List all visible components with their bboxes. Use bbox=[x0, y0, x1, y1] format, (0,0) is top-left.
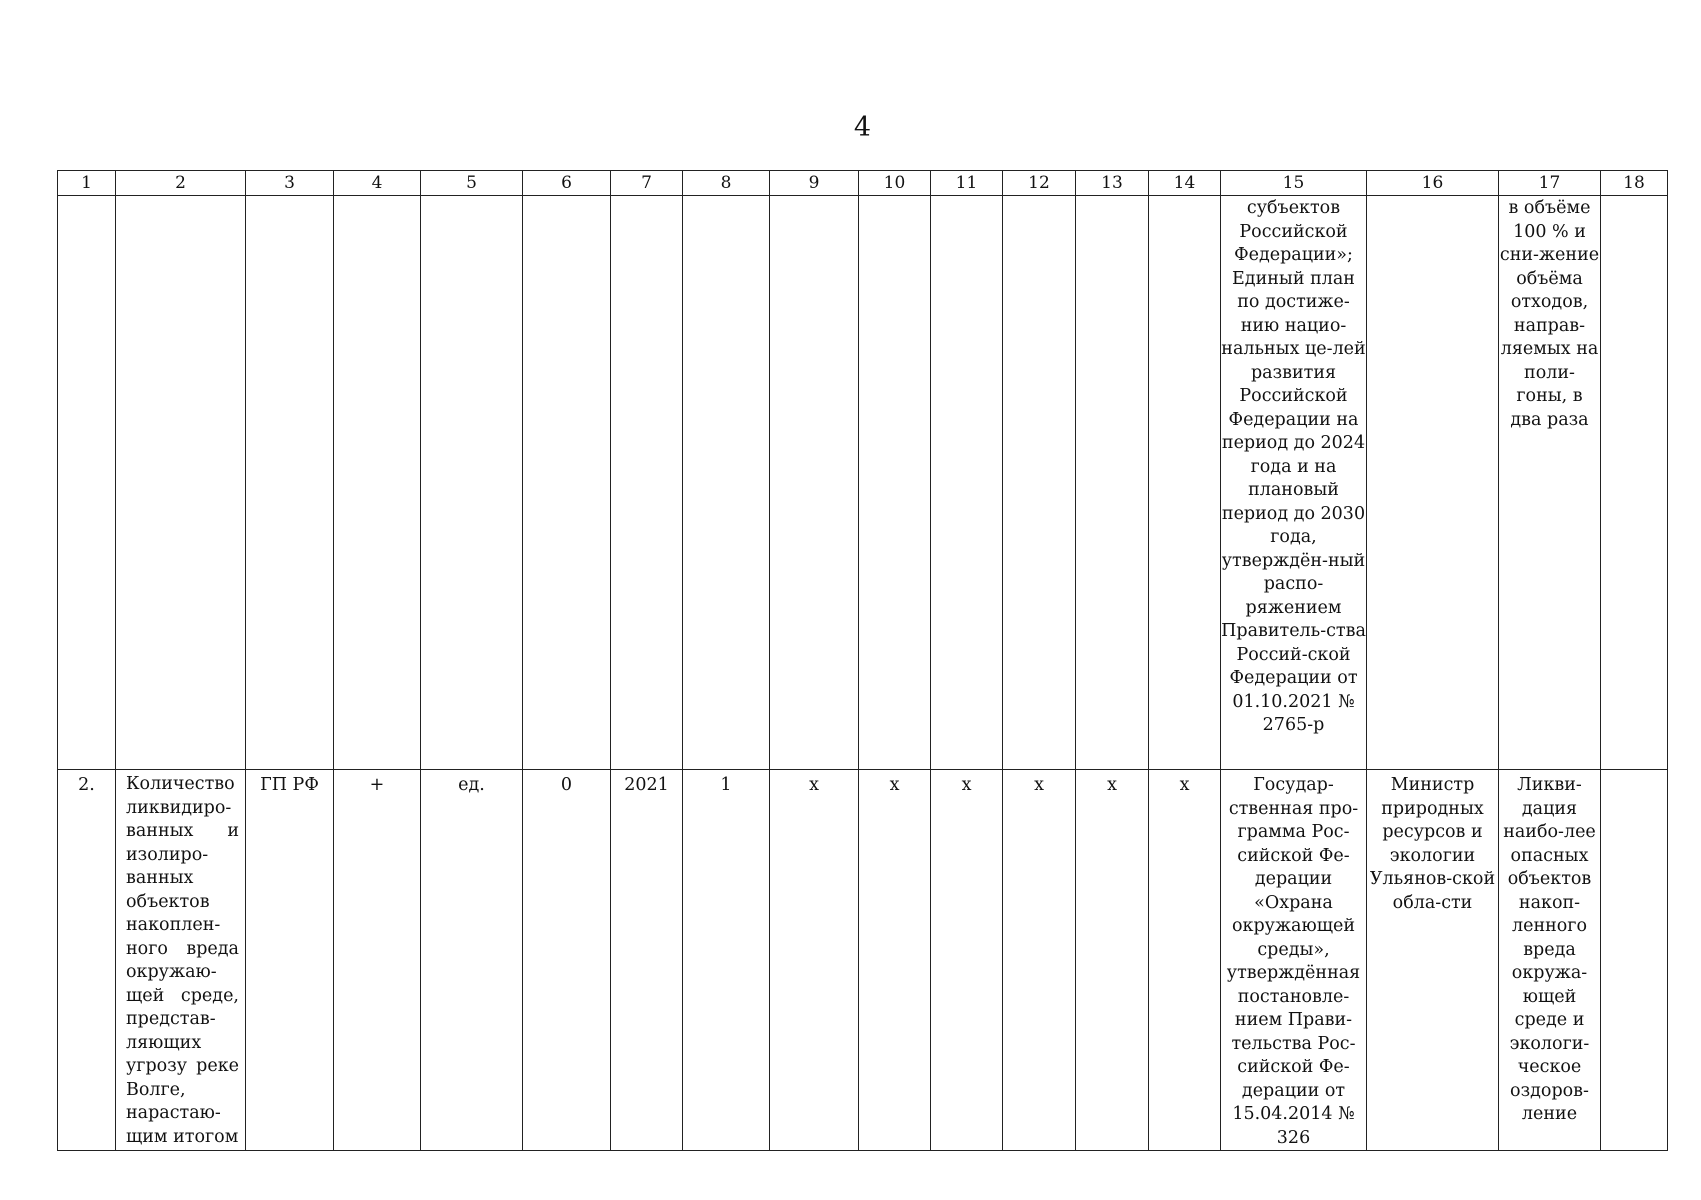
table-cell bbox=[1149, 770, 1221, 1151]
table-cell bbox=[611, 196, 683, 770]
table-cell bbox=[770, 196, 859, 770]
header-col-6: 6 bbox=[523, 171, 611, 196]
base-year: 2021 bbox=[624, 775, 669, 795]
header-col-17: 17 bbox=[1499, 171, 1601, 196]
table-cell bbox=[1076, 770, 1149, 1151]
page-number: 4 bbox=[853, 112, 872, 143]
table-cell bbox=[931, 196, 1003, 770]
header-col-3: 3 bbox=[246, 171, 334, 196]
indicator-name: Количество ликвидиро-ванных и изолиро-ванных объектов накоплен-ного вреда окружаю-щей среде, представ-ляющих угрозу реке Волге, нарастаю-щим итогом bbox=[126, 774, 239, 1147]
table-cell bbox=[931, 770, 1003, 1151]
table-cell bbox=[683, 196, 770, 770]
table-cell bbox=[334, 770, 421, 1151]
table-cell bbox=[1367, 770, 1499, 1151]
header-col-10: 10 bbox=[859, 171, 931, 196]
value-col-13: x bbox=[1107, 775, 1117, 795]
data-table bbox=[57, 170, 1668, 1151]
header-col-14: 14 bbox=[1149, 171, 1221, 196]
table-cell bbox=[1149, 196, 1221, 770]
table-cell bbox=[334, 196, 421, 770]
table-cell bbox=[859, 770, 931, 1151]
row-number: 2. bbox=[78, 775, 95, 795]
table-cell bbox=[58, 770, 116, 1151]
table-cell bbox=[58, 196, 116, 770]
table-cell bbox=[116, 196, 246, 770]
program-reference-text: субъектов Российской Федерации»; Единый план по достиже-нию нацио-нальных це-лей развития Российской Федерации на период до 2024 года и на плановый период до 2030 года, утверждён-ный распо-ряжением Правитель-ства Россий-ской Федерации от 01.10.2021 № 2765-р bbox=[1221, 198, 1366, 735]
table-cell bbox=[523, 196, 611, 770]
table-cell bbox=[116, 770, 246, 1151]
header-col-12: 12 bbox=[1003, 171, 1076, 196]
table-cell bbox=[1003, 196, 1076, 770]
expected-result-text: Ликви-дация наибо-лее опасных объектов накоп-ленного вреда окружа-ющей среде и экологи-ческое оздоров-ление bbox=[1503, 775, 1596, 1124]
unit-of-measure: ед. bbox=[458, 775, 485, 795]
table-row bbox=[58, 196, 1668, 770]
table-cell bbox=[1367, 196, 1499, 770]
header-col-5: 5 bbox=[421, 171, 523, 196]
table-cell bbox=[421, 196, 523, 770]
table-cell bbox=[1601, 196, 1668, 770]
responsible-official: Министр природных ресурсов и экологии Ульянов-ской обла-сти bbox=[1369, 775, 1496, 913]
table-cell bbox=[1003, 770, 1076, 1151]
table-cell bbox=[683, 770, 770, 1151]
header-col-4: 4 bbox=[334, 171, 421, 196]
value-col-9: x bbox=[809, 775, 819, 795]
table-cell bbox=[1221, 770, 1367, 1151]
table-cell bbox=[1601, 770, 1668, 1151]
table-cell bbox=[1221, 196, 1367, 770]
table-cell bbox=[246, 770, 334, 1151]
indicator-level: ГП РФ bbox=[260, 775, 319, 795]
header-col-2: 2 bbox=[116, 171, 246, 196]
indicator-sign: + bbox=[369, 775, 385, 795]
header-row bbox=[58, 171, 1668, 196]
header-col-1: 1 bbox=[58, 171, 116, 196]
table-cell bbox=[1499, 196, 1601, 770]
table-cell bbox=[859, 196, 931, 770]
table-cell bbox=[1499, 770, 1601, 1151]
table-cell bbox=[1076, 196, 1149, 770]
table-row bbox=[58, 770, 1668, 1151]
header-col-11: 11 bbox=[931, 171, 1003, 196]
header-col-18: 18 bbox=[1601, 171, 1668, 196]
header-col-7: 7 bbox=[611, 171, 683, 196]
value-col-12: x bbox=[1034, 775, 1044, 795]
table-cell bbox=[770, 770, 859, 1151]
table-cell bbox=[523, 770, 611, 1151]
value-col-8: 1 bbox=[720, 775, 732, 795]
header-col-8: 8 bbox=[683, 171, 770, 196]
header-col-16: 16 bbox=[1367, 171, 1499, 196]
header-col-9: 9 bbox=[770, 171, 859, 196]
notes-cell bbox=[1601, 770, 1667, 774]
expected-result-text: в объёме 100 % и сни-жение объёма отходов, направ-ляемых на поли-гоны, в два раза bbox=[1499, 198, 1600, 430]
header-col-13: 13 bbox=[1076, 171, 1149, 196]
value-col-11: x bbox=[961, 775, 972, 795]
table-cell bbox=[611, 770, 683, 1151]
base-value: 0 bbox=[560, 775, 573, 795]
program-reference-text: Государ-ственная про-грамма Рос-сийской Фе-дерации «Охрана окружающей среды», утверждённая постановле-нием Прави-тельства Рос-сийской Фе-дерации от 15.04.2014 № 326 bbox=[1226, 775, 1361, 1148]
value-col-10: x bbox=[889, 775, 900, 795]
value-col-14: x bbox=[1179, 775, 1190, 795]
table-cell bbox=[421, 770, 523, 1151]
header-col-15: 15 bbox=[1221, 171, 1367, 196]
table-cell bbox=[246, 196, 334, 770]
